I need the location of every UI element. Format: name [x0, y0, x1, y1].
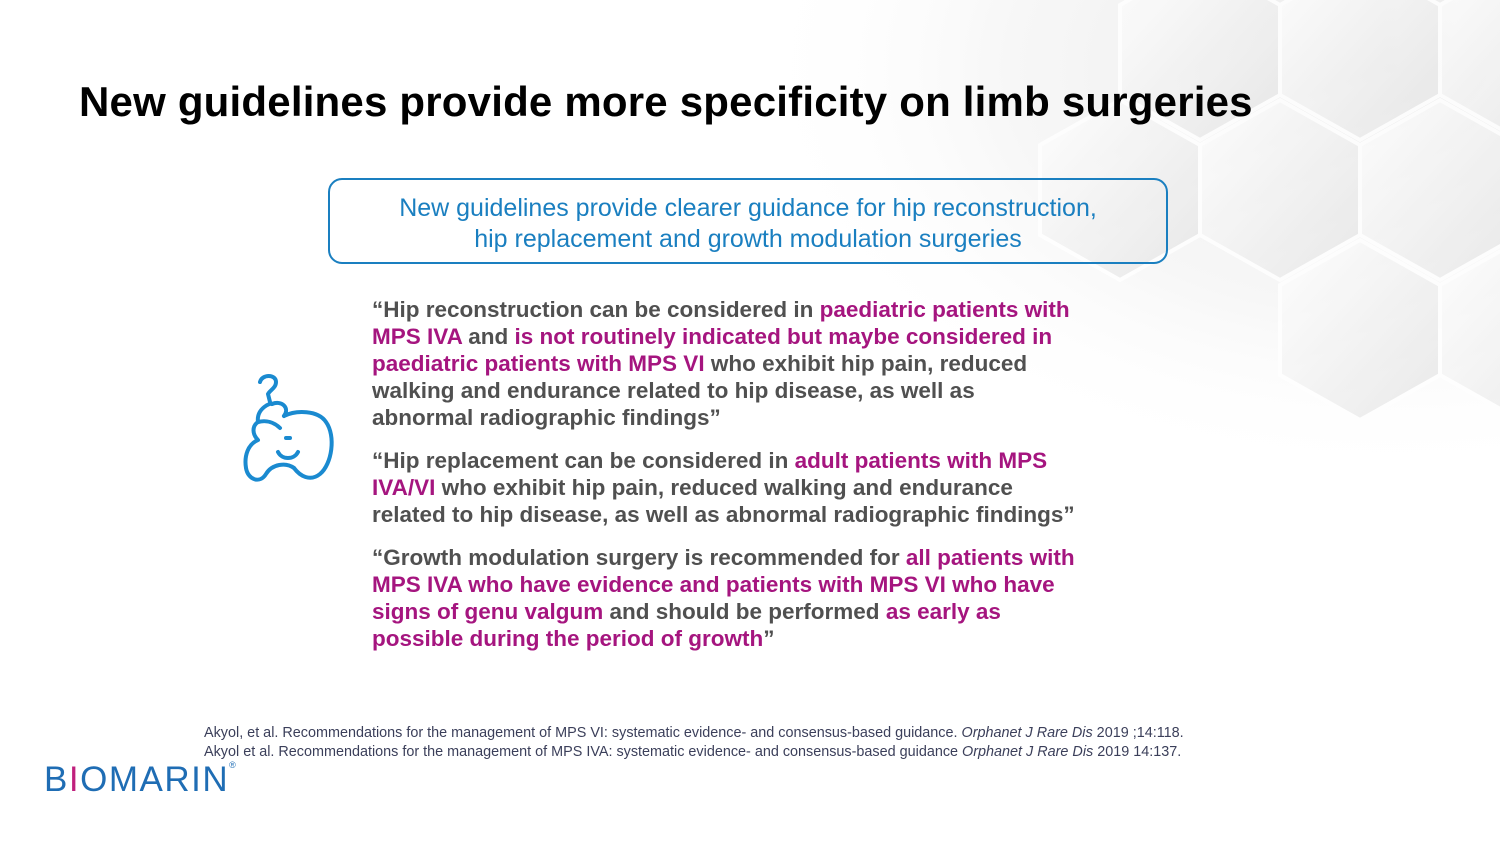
quote-line: [372, 404, 1172, 431]
highlighted-text: is not routinely indicated but maybe considered in: [514, 324, 1053, 349]
highlighted-text: paediatric patients with: [819, 297, 1070, 322]
quote-line: [372, 501, 1172, 528]
reference-text: Akyol, et al. Recommendations for the management of MPS VI: systematic evidence- and consensus-based guidance.: [204, 725, 962, 741]
callout-line-1: New guidelines provide clearer guidance for hip reconstruction,: [399, 194, 1097, 222]
quote-paragraph: [372, 447, 1172, 528]
logo-part-2: I: [68, 760, 81, 799]
biomarin-logo: [44, 760, 238, 799]
quote-line: [372, 625, 1172, 652]
reference-line: [204, 743, 1184, 762]
quote-text: who exhibit hip pain, reduced walking and endurance: [435, 475, 1013, 500]
quote-line: [372, 377, 1172, 404]
reference-citation: 2019 ;14:118.: [1092, 725, 1184, 741]
slide-title: New guidelines provide more specificity on limb surgeries: [79, 78, 1253, 125]
quote-text: walking and endurance related to hip disease, as well as: [372, 378, 975, 403]
quote-line: [372, 350, 1172, 377]
quote-line: [372, 544, 1172, 571]
highlighted-text: signs of genu valgum: [372, 599, 604, 624]
highlighted-text: MPS IVA who have evidence and patients with MPS VI who have: [372, 572, 1055, 597]
quote-line: [372, 296, 1172, 323]
quote-text: abnormal radiographic findings”: [372, 405, 721, 430]
highlighted-text: possible during the period of growth: [372, 626, 764, 651]
quote-text: “Hip replacement can be considered in: [372, 448, 795, 473]
reference-journal: Orphanet J Rare Dis: [961, 725, 1093, 741]
reference-journal: Orphanet J Rare Dis: [962, 744, 1094, 760]
reference-citation: 2019 14:137.: [1093, 744, 1182, 760]
highlighted-text: paediatric patients with MPS VI: [372, 351, 705, 376]
hip-joint-icon: [238, 372, 338, 484]
callout-box: [328, 178, 1168, 264]
logo-part-1: B: [44, 760, 69, 799]
highlighted-text: adult patients with MPS: [794, 448, 1048, 473]
highlighted-text: MPS IVA: [372, 324, 463, 349]
quote-text: “Growth modulation surgery is recommended for: [372, 545, 906, 570]
quote-paragraph: [372, 544, 1172, 652]
quote-text: and should be performed: [603, 599, 886, 624]
quote-line: [372, 447, 1172, 474]
highlighted-text: as early as: [885, 599, 1001, 624]
quote-text: who exhibit hip pain, reduced: [704, 351, 1028, 376]
quote-line: [372, 323, 1172, 350]
references: [204, 724, 1184, 762]
highlighted-text: all patients with: [905, 545, 1075, 570]
callout-line-2: hip replacement and growth modulation surgeries: [474, 225, 1022, 253]
quote-line: [372, 571, 1172, 598]
quotes-block: [372, 296, 1172, 668]
quote-line: [372, 474, 1172, 501]
quote-text: and: [462, 324, 515, 349]
quote-line: [372, 598, 1172, 625]
logo-registered-mark: ®: [229, 760, 238, 770]
highlighted-text: IVA/VI: [372, 475, 436, 500]
quote-text: “Hip reconstruction can be considered in: [372, 297, 820, 322]
logo-part-3: OMARIN: [80, 760, 230, 799]
reference-line: [204, 724, 1184, 743]
quote-text: related to hip disease, as well as abnormal radiographic findings”: [372, 502, 1075, 527]
reference-text: Akyol et al. Recommendations for the management of MPS IVA: systematic evidence- and consensus-based guidance: [204, 744, 963, 760]
quote-text: ”: [763, 626, 775, 651]
quote-paragraph: [372, 296, 1172, 431]
